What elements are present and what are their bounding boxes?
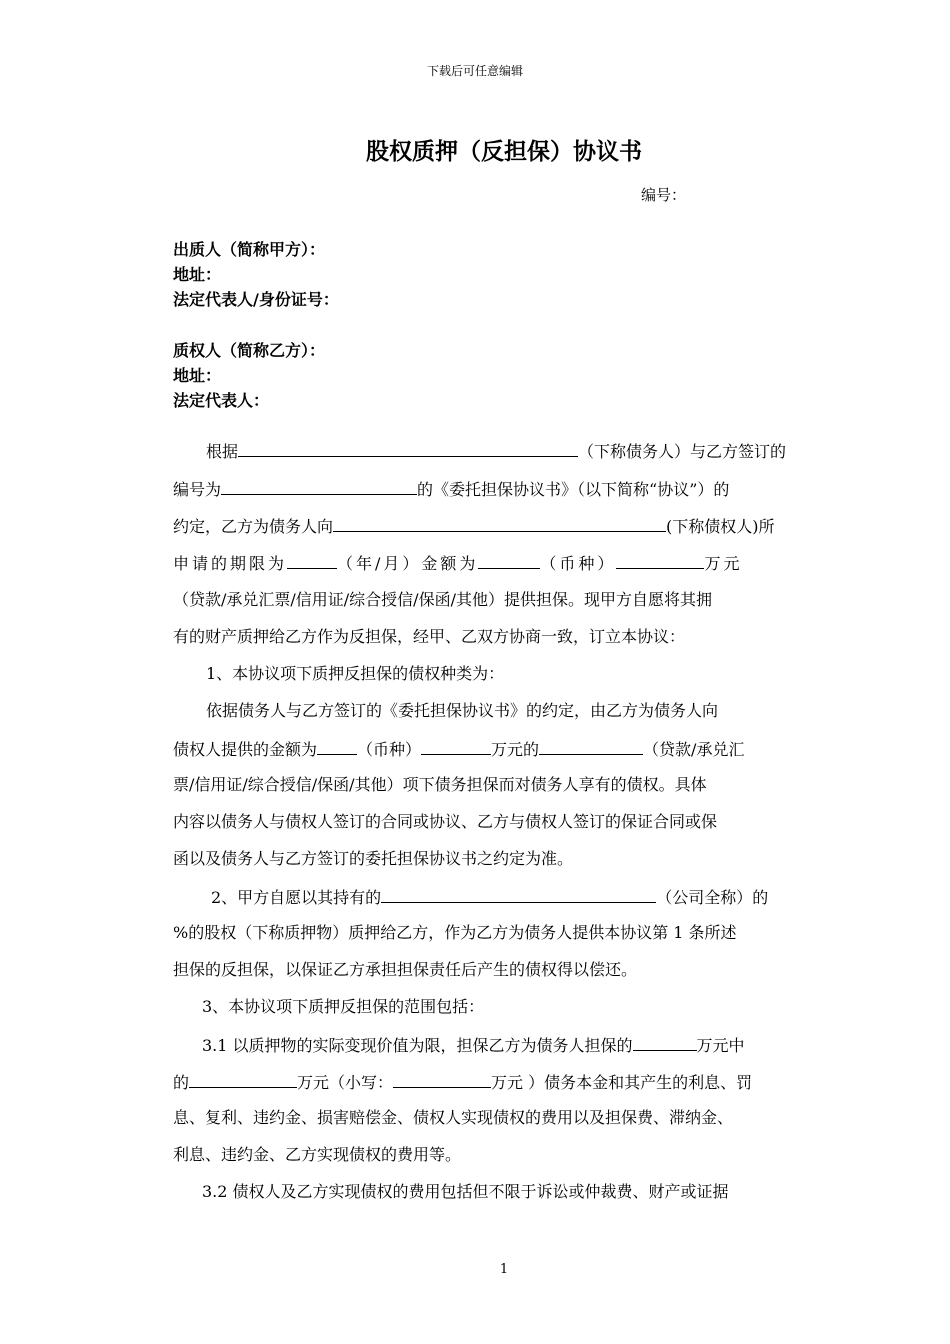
type-blank bbox=[539, 736, 643, 755]
body-line: 的 万元（小写： 万元 ）债务本金和其产生的利息、罚 bbox=[173, 1069, 837, 1095]
body-line: 息、复利、违约金、损害赔偿金、债权人实现债权的费用以及担保费、滞纳金、 bbox=[173, 1108, 734, 1127]
body-line: 编号为 的《委托担保协议书》（以下简称“协议”）的 bbox=[173, 476, 837, 502]
serial-number-label: 编号： bbox=[641, 186, 687, 204]
body-line: 根据 （下称债务人）与乙方签订的 bbox=[173, 438, 837, 464]
body-line: 债权人提供的金额为 （币种） 万元的 （贷款/承兑汇 bbox=[173, 736, 837, 762]
body-line: 约定，乙方为债务人向 (下称债权人)所 bbox=[173, 513, 837, 539]
page-number: 1 bbox=[499, 1262, 509, 1277]
body-line: %的股权（下称质押物）质押给乙方，作为乙方为债务人提供本协议第 1 条所述 bbox=[173, 923, 737, 942]
principal-figures-blank bbox=[393, 1069, 491, 1088]
party-a-name-label: 出质人（简称甲方）： bbox=[173, 240, 326, 259]
body-line: 利息、违约金、乙方实现债权的费用等。 bbox=[173, 1145, 462, 1164]
body-line: 3.1 以质押物的实际变现价值为限，担保乙方为债务人担保的 万元中 bbox=[202, 1032, 866, 1058]
body-line: 申请的期限为 （年/月）金额为 （币种） 万元 bbox=[173, 550, 837, 576]
debtor-blank bbox=[238, 438, 578, 457]
body-line: 2、甲方自愿以其持有的 （公司全称）的 bbox=[173, 884, 837, 910]
body-line: 票/信用证/综合授信/保函/其他）项下债务担保而对债务人享有的债权。具体 bbox=[173, 775, 707, 794]
creditor-blank bbox=[333, 513, 666, 532]
party-b-address-label: 地址： bbox=[173, 366, 222, 385]
section-heading: 1、本协议项下质押反担保的债权种类为： bbox=[206, 664, 505, 683]
document-title: 股权质押（反担保）协议书 bbox=[366, 139, 642, 165]
guarantee-amount-blank bbox=[633, 1032, 697, 1051]
party-a-address-label: 地址： bbox=[173, 265, 222, 284]
amount-blank bbox=[478, 550, 540, 569]
party-b-rep-label: 法定代表人： bbox=[173, 391, 270, 410]
body-line: 担保的反担保，以保证乙方承担担保责任后产生的债权得以偿还。 bbox=[173, 960, 638, 979]
body-line: 依据债务人与乙方签订的《委托担保协议书》的约定，由乙方为债务人向 bbox=[206, 701, 719, 720]
term-blank bbox=[287, 550, 337, 569]
body-line: 内容以债务人与债权人签订的合同或协议、乙方与债权人签订的保证合同或保 bbox=[173, 812, 718, 831]
company-name-blank bbox=[381, 884, 656, 903]
page-header: 下载后可任意编辑 bbox=[426, 64, 523, 78]
body-line: （贷款/承兑汇票/信用证/综合授信/保函/其他）提供担保。现甲方自愿将其拥 bbox=[173, 590, 712, 609]
party-b-name-label: 质权人（简称乙方）： bbox=[173, 341, 326, 360]
party-a-rep-label: 法定代表人/身份证号： bbox=[173, 290, 339, 309]
principal-blank bbox=[189, 1069, 297, 1088]
contract-number-blank bbox=[221, 476, 417, 495]
currency-amount-blank bbox=[616, 550, 704, 569]
section-heading: 3、本协议项下质押反担保的范围包括： bbox=[202, 997, 485, 1016]
amount-blank bbox=[317, 736, 357, 755]
currency-amount-blank bbox=[421, 736, 491, 755]
body-line: 函以及债务人与乙方签订的委托担保协议书之约定为准。 bbox=[173, 849, 574, 868]
body-line: 3.2 债权人及乙方实现债权的费用包括但不限于诉讼或仲裁费、财产或证据 bbox=[202, 1182, 729, 1201]
body-line: 有的财产质押给乙方作为反担保，经甲、乙双方协商一致，订立本协议： bbox=[173, 627, 686, 646]
